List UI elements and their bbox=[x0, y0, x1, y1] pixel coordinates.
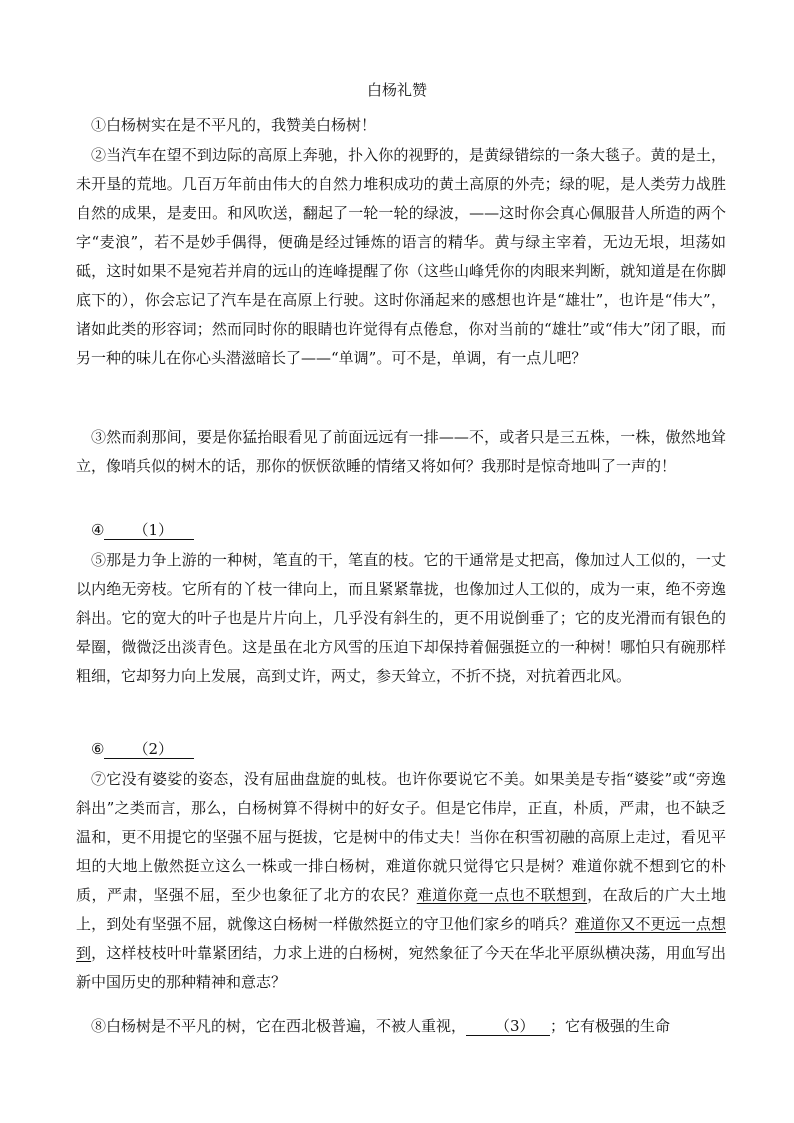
answer-blank-1: （1） bbox=[104, 521, 194, 540]
underlined-phrase-2: 难道你又不更远一点想到 bbox=[76, 915, 726, 962]
paragraph-8-text-b: ；它有极强的生命 bbox=[550, 1017, 671, 1035]
paragraph-4 bbox=[76, 516, 726, 545]
paragraph-8-text-a: ⑧白杨树是不平凡的树，它在西北极普遍，不被人重视， bbox=[91, 1017, 467, 1035]
answer-blank-2: （2） bbox=[104, 740, 194, 759]
paragraph-5: ⑤那是力争上游的一种树，笔直的干，笔直的枝。它的干通常是丈把高，像加过人工似的，一丈以内绝无旁枝。它所有的丫枝一律向上，而且紧紧靠拢，也像加过人工似的，成为一束，绝不旁逸斜出。它的宽大的叶子也是片片向上，几乎没有斜生的，更不用说倒垂了；它的皮光滑而有银色的晕圈，微微泛出淡青色。这是虽在北方风雪的压迫下却保持着倔强挺立的一种树！哪怕只有碗那样粗细，它却努力向上发展，高到丈许，两丈，参天耸立，不折不挠，对抗着西北风。 bbox=[76, 551, 726, 685]
underlined-phrase-1: 难道你竟一点也不联想到 bbox=[416, 886, 588, 904]
paragraph-1: ①白杨树实在是不平凡的，我赞美白杨树！ bbox=[91, 116, 377, 134]
paragraph-7-text-c: ，这样枝枝叶叶靠紧团结，力求上进的白杨树，宛然象征了今天在华北平原纵横决荡，用血写出新中国历史的那种精神和意志？ bbox=[76, 944, 726, 991]
paragraph-7-text-b: ，在敌后的广大土地上，到处有坚强不屈，就像这白杨树一样傲然挺立的守卫他们家乡的哨兵？ bbox=[76, 886, 726, 933]
paragraph-3: ③然而刹那间，要是你猛抬眼看见了前面远远有一排——不，或者只是三五株，一株，傲然地耸立，像哨兵似的树木的话，那你的恹恹欲睡的情绪又将如何？我那时是惊奇地叫了一声的！ bbox=[76, 428, 726, 475]
paragraph-7 bbox=[76, 765, 726, 997]
paragraph-7-text-a: ⑦它没有婆娑的姿态，没有屈曲盘旋的虬枝。也许你要说它不美。如果美是专指“婆娑”或“旁逸斜出”之类而言，那么，白杨树算不得树中的好女子。但是它伟岸，正直，朴质，严肃，也不缺乏温和，更不用提它的坚强不屈与挺拔，它是树中的伟丈夫！当你在积雪初融的高原上走过，看见平坦的大地上傲然挺立这么一株或一排白杨树，难道你就只觉得它只是树？难道你就不想到它的朴质，严肃，坚强不屈，至少也象征了北方的农民？ bbox=[76, 770, 726, 904]
paragraph-6-number: ⑥ bbox=[91, 740, 105, 758]
answer-blank-3: （3） bbox=[466, 1017, 550, 1036]
document-title: 白杨礼赞 bbox=[366, 81, 427, 99]
paragraph-6 bbox=[76, 735, 726, 764]
paragraph-4-number: ④ bbox=[91, 521, 105, 539]
paragraph-2: ②当汽车在望不到边际的高原上奔驰，扑入你的视野的，是黄绿错综的一条大毯子。黄的是土，未开垦的荒地。几百万年前由伟大的自然力堆积成功的黄土高原的外壳；绿的呢，是人类劳力战胜自然的成果，是麦田。和风吹送，翻起了一轮一轮的绿波，——这时你会真心佩服昔人所造的两个字“麦浪”，若不是妙手偶得，便确是经过锤炼的语言的精华。黄与绿主宰着，无边无垠，坦荡如砥，这时如果不是宛若并肩的远山的连峰提醒了你（这些山峰凭你的肉眼来判断，就知道是在你脚底下的），你会忘记了汽车是在高原上行驶。这时你涌起来的感想也许是“雄壮”，也许是“伟大”，诸如此类的形容词；然而同时你的眼睛也许觉得有点倦怠，你对当前的“雄壮”或“伟大”闭了眼，而另一种的味儿在你心头潜滋暗长了——“单调”。可不是，单调，有一点儿吧？ bbox=[76, 146, 726, 367]
paragraph-8 bbox=[76, 1012, 726, 1041]
